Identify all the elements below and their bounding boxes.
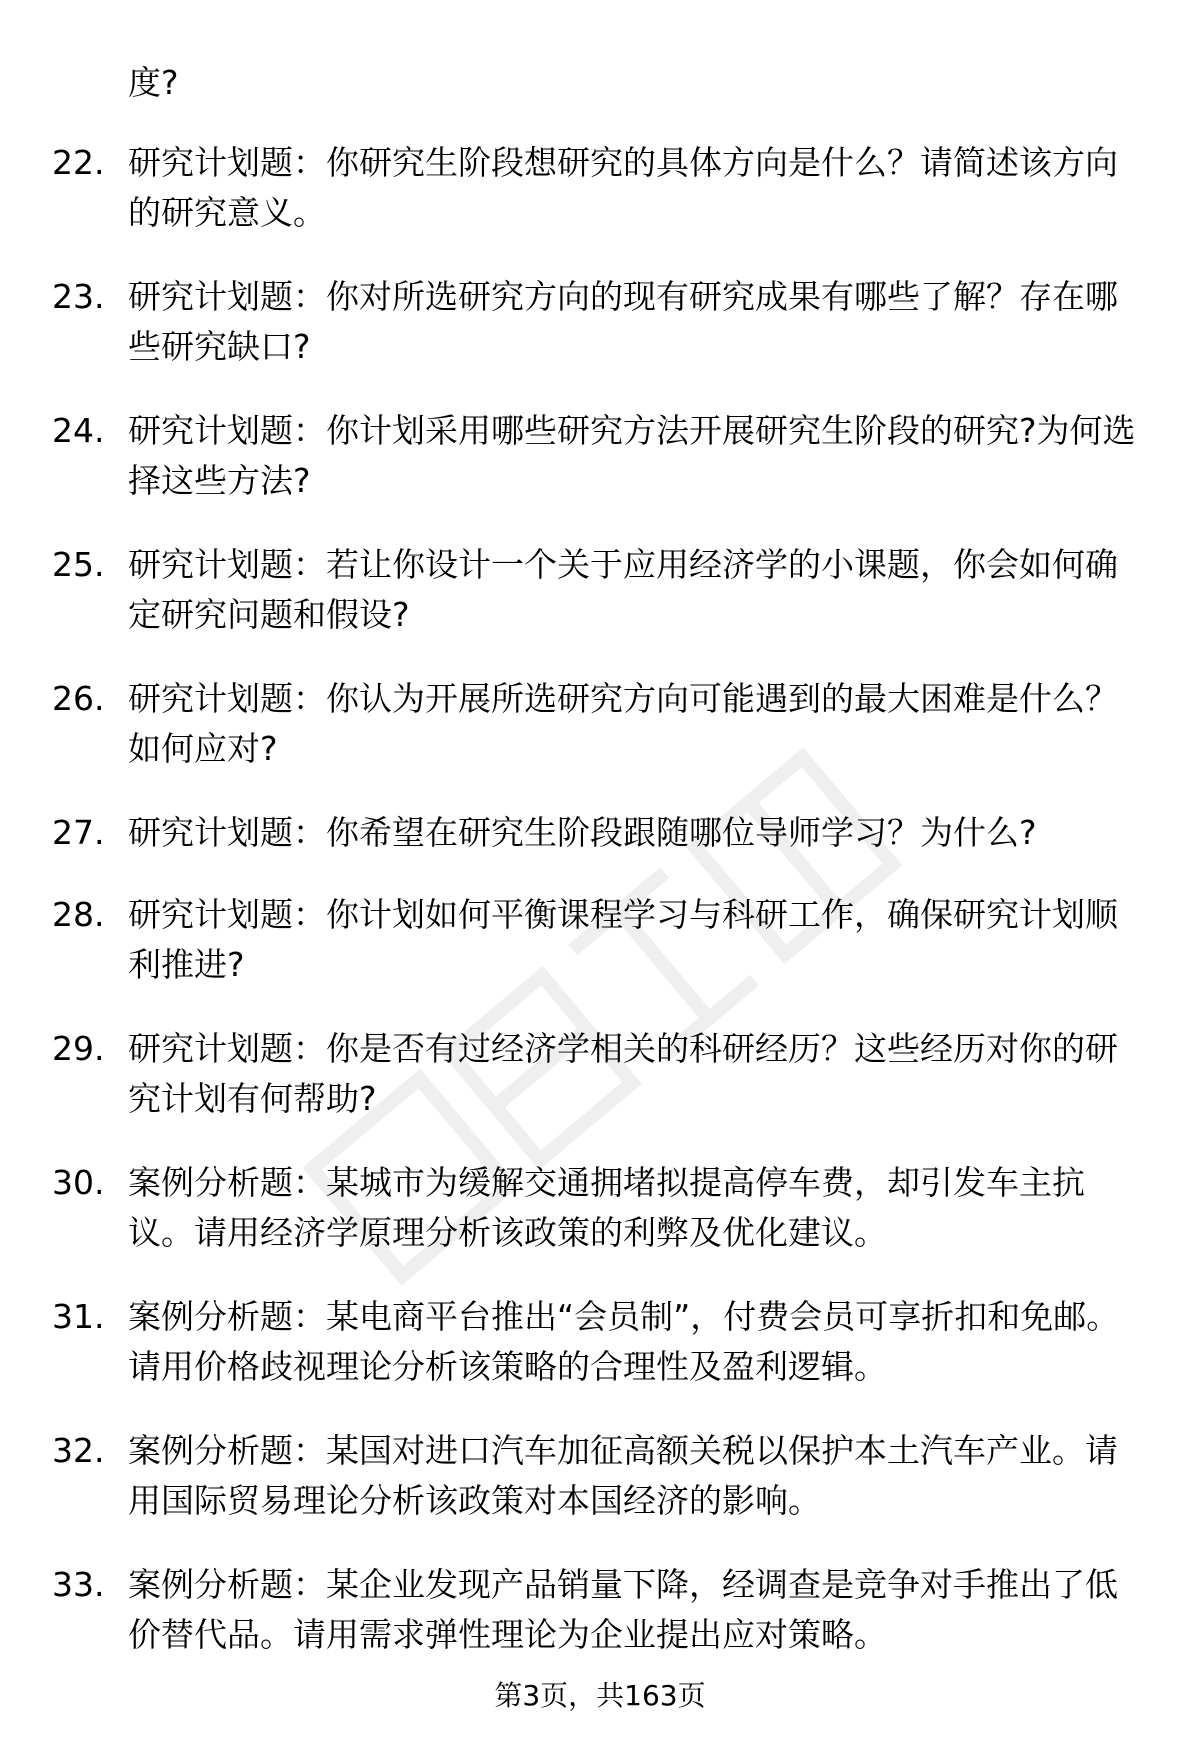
list-item [0,1292,1200,1426]
question-text: 研究计划题：你研究生阶段想研究的具体方向是什么？请简述该方向的研究意义。 [128,143,1118,232]
question-number: 23. [52,277,105,316]
question-text: 研究计划题：若让你设计一个关于应用经济学的小课题，你会如何确定研究问题和假设? [128,545,1118,634]
question-number: 33. [52,1565,105,1604]
question-text: 案例分析题：某城市为缓解交通拥堵拟提高停车费，却引发车主抗议。请用经济学原理分析该政策的利弊及优化建议。 [128,1163,1085,1252]
question-text: 研究计划题：你对所选研究方向的现有研究成果有哪些了解？存在哪些研究缺口? [128,277,1118,366]
list-item [0,674,1200,808]
question-text: 研究计划题：你希望在研究生阶段跟随哪位导师学习？为什么? [128,813,1037,852]
question-list [0,138,1200,1694]
list-item [0,272,1200,406]
question-text: 研究计划题：你是否有过经济学相关的科研经历？这些经历对你的研究计划有何帮助? [128,1029,1118,1118]
list-item [0,890,1200,1024]
question-text: 研究计划题：你认为开展所选研究方向可能遇到的最大困难是什么？如何应对? [128,679,1118,768]
list-item [0,540,1200,674]
question-number: 22. [52,143,105,182]
page-footer: 第3页，共163页 [494,1679,706,1712]
question-number: 29. [52,1029,105,1068]
question-text: 研究计划题：你计划如何平衡课程学习与科研工作，确保研究计划顺利推进? [128,895,1118,984]
question-text: 案例分析题：某企业发现产品销量下降，经调查是竞争对手推出了低价替代品。请用需求弹性理论为企业提出应对策略。 [128,1565,1118,1654]
question-number: 24. [52,411,105,450]
question-text: 案例分析题：某电商平台推出“会员制”，付费会员可享折扣和免邮。请用价格歧视理论分析该策略的合理性及盈利逻辑。 [128,1297,1120,1386]
list-item [0,406,1200,540]
list-item [0,1560,1200,1694]
question-number: 32. [52,1431,105,1470]
list-item [0,1024,1200,1158]
question-number: 26. [52,679,105,718]
question-number: 28. [52,895,105,934]
question-number: 27. [52,813,105,852]
list-item [0,808,1200,890]
question-number: 30. [52,1163,105,1202]
question-text: 案例分析题：某国对进口汽车加征高额关税以保护本土汽车产业。请用国际贸易理论分析该政策对本国经济的影响。 [128,1431,1118,1520]
question-number: 31. [52,1297,105,1336]
list-item [0,1426,1200,1560]
question-text: 研究计划题：你计划采用哪些研究方法开展研究生阶段的研究?为何选择这些方法? [128,411,1136,500]
question-number: 25. [52,545,105,584]
list-item [0,1158,1200,1292]
list-item [0,138,1200,272]
continued-text-fragment: 度? [128,63,179,102]
